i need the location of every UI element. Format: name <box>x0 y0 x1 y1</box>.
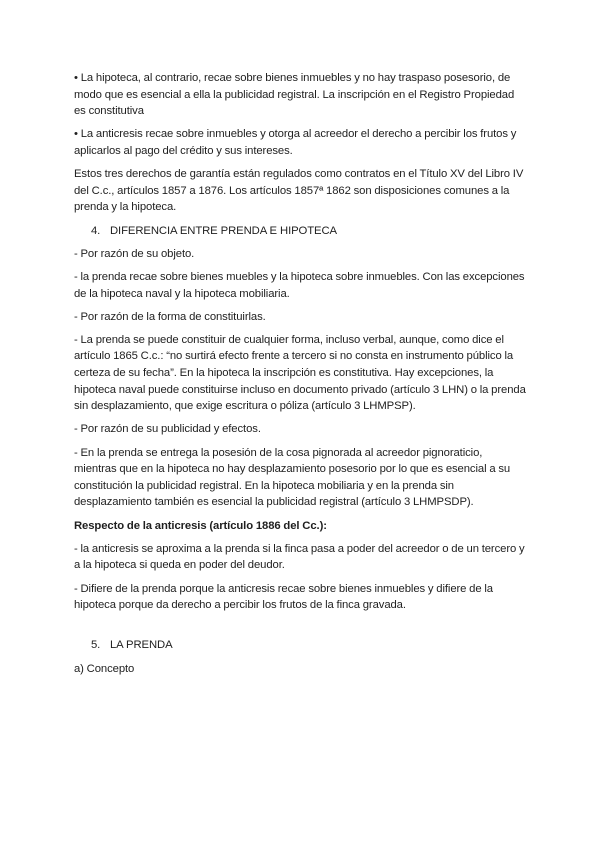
bullet-hipoteca: • La hipoteca, al contrario, recae sobre bienes inmuebles y no hay traspaso posesorio, de modo que es esencial a ella la publicidad registral. La inscripción en el Registro Propiedad es constitutiva <box>74 72 515 118</box>
section-4-number: 4. <box>91 224 101 237</box>
objeto-paragraph: - la prenda recae sobre bienes muebles y la hipoteca sobre inmuebles. Con las excepciones de la hipoteca naval y la hipoteca mobiliaria. <box>74 270 525 300</box>
forma-paragraph: - La prenda se puede constituir de cualquier forma, incluso verbal, aunque, como dice el artículo 1865 C.c.: “no surtirá efecto frente a tercero si no consta en instrumento público la certeza de su fecha”. En la hipoteca la inscripción es constitutiva. Hay excepciones, la hipoteca naval puede constituirse incluso en documento privado (artículo 3 LHN) o la prenda sin desplazamiento, que exige escritura o póliza (artículo 3 LHMPSP). <box>74 333 526 413</box>
anticresis-heading: Respecto de la anticresis (artículo 1886 del Cc.): <box>74 519 327 532</box>
concepto-subheading: a) Concepto <box>74 662 135 675</box>
spacer <box>74 620 526 637</box>
section-4-title: DIFERENCIA ENTRE PRENDA E HIPOTECA <box>110 224 337 237</box>
publicidad-paragraph: - En la prenda se entrega la posesión de la cosa pignorada al acreedor pignoraticio, mientras que en la hipoteca no hay desplazamiento posesorio por lo que es esencial a su constitución la publicidad registral. En la hipoteca mobiliaria y en la prenda sin desplazamiento también es esencial la publicidad registral (artículo 3 LHMPSDP). <box>74 446 511 509</box>
section-4-heading <box>74 223 526 240</box>
bullet-anticresis: • La anticresis recae sobre inmuebles y otorga al acreedor el derecho a percibir los frutos y aplicarlos al pago del crédito y sus intereses. <box>74 128 517 157</box>
document-body <box>74 70 526 684</box>
publicidad-heading: - Por razón de su publicidad y efectos. <box>74 423 261 436</box>
section-5-title: LA PRENDA <box>110 639 173 652</box>
objeto-heading: - Por razón de su objeto. <box>74 247 195 260</box>
section-5-number: 5. <box>91 639 101 652</box>
section-5-heading <box>74 637 526 654</box>
anticresis-paragraph-1: - la anticresis se aproxima a la prenda si la finca pasa a poder del acreedor o de un tercero y a la hipoteca si queda en poder del deudor. <box>74 542 525 572</box>
regulacion-paragraph: Estos tres derechos de garantía están regulados como contratos en el Título XV del Libro IV del C.c., artículos 1857 a 1876. Los artículos 1857ª 1862 son disposiciones comunes a la prenda y la hipoteca. <box>74 168 524 214</box>
anticresis-paragraph-2: - Difiere de la prenda porque la anticresis recae sobre bienes inmuebles y difiere de la hipoteca porque da derecho a percibir los frutos de la finca gravada. <box>74 582 493 612</box>
forma-heading: - Por razón de la forma de constituirlas. <box>74 310 266 323</box>
